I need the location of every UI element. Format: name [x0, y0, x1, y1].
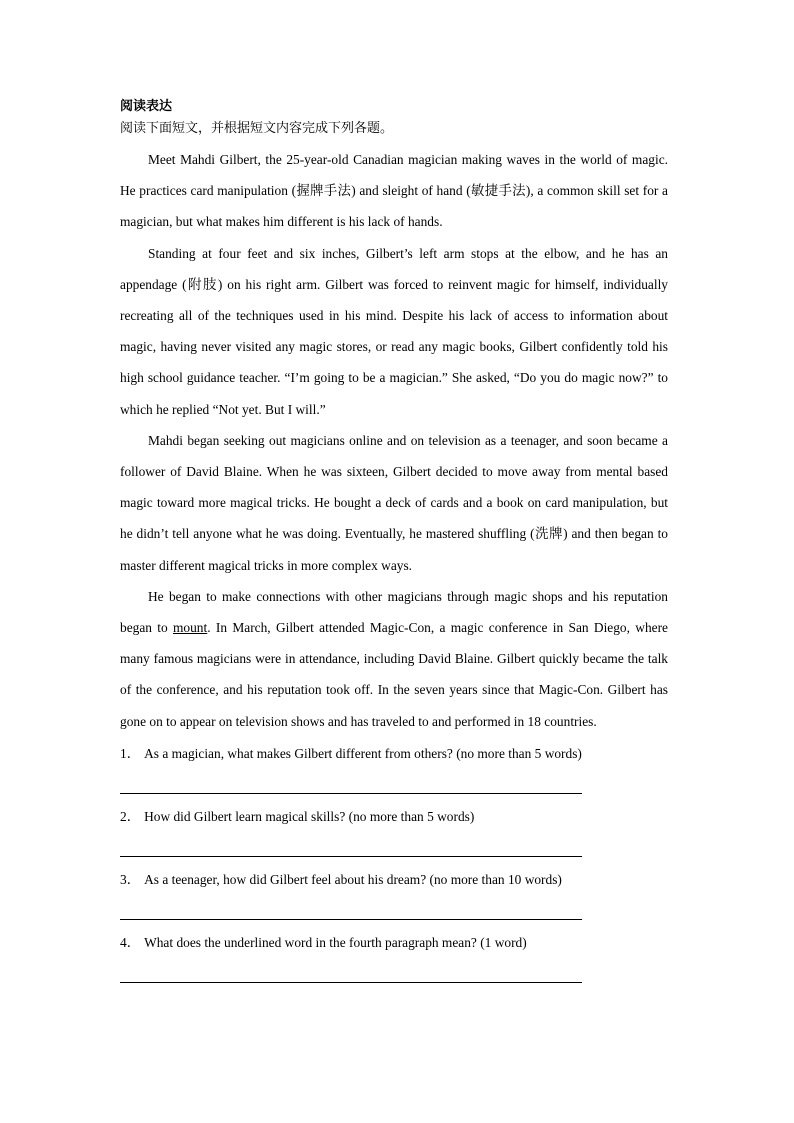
paragraph-text: Standing at four feet and six inches, Gilbert’s left arm stops at the elbow, and he has an appendage (附肢) on his right arm. Gilbert was forced to reinvent magic for himself, individually recreating all of the techniques used in his mind. Despite his lack of access to information about magic, having never visited any magic stores, or read any magic books, Gilbert confidently told his high school guidance teacher. “I’m going to be a magician.” She asked, “Do you do magic now?” to which he replied “Not yet. But I will.” — [120, 245, 668, 417]
question-text: As a teenager, how did Gilbert feel about his dream? (no more than 10 words) — [144, 871, 562, 887]
document-page — [120, 96, 668, 993]
paragraph-text: . In March, Gilbert attended Magic-Con, a magic conference in San Diego, where many famous magicians were in attendance, including David Blaine. Gilbert quickly became the talk of the conference, and his reputation took off. In the seven years since that Magic-Con. Gilbert has gone on to appear on television shows and has traveled to and performed in 18 countries. — [120, 620, 668, 729]
question-text: As a magician, what makes Gilbert different from others? (no more than 5 words) — [144, 745, 582, 761]
answer-line-2[interactable] — [120, 830, 582, 857]
paragraph-4 — [120, 581, 668, 737]
question-2 — [120, 804, 668, 830]
paragraph-text: He began to make connections with other magicians through magic shops and his reputation began to — [120, 588, 668, 636]
paragraph-1 — [120, 144, 668, 238]
underlined-word: mount — [173, 620, 208, 636]
question-3 — [120, 867, 668, 893]
answer-line-1[interactable] — [120, 767, 582, 794]
answer-line-4[interactable] — [120, 956, 582, 983]
answer-line-3[interactable] — [120, 893, 582, 920]
section-heading: 阅读表达 — [120, 99, 173, 114]
question-text: How did Gilbert learn magical skills? (no more than 5 words) — [144, 808, 475, 824]
question-text: What does the underlined word in the fourth paragraph mean? (1 word) — [144, 934, 527, 950]
instruction-text: 阅读下面短文，并根据短文内容完成下列各题。 — [120, 121, 394, 136]
question-4 — [120, 930, 668, 956]
question-number: 4． — [120, 934, 141, 950]
paragraph-3 — [120, 425, 668, 581]
paragraph-text: Mahdi began seeking out magicians online and on television as a teenager, and soon became a follower of David Blaine. When he was sixteen, Gilbert decided to move away from mental based magic toward more magical tricks. He bought a deck of cards and a book on card manipulation, but he didn’t tell anyone what he was doing. Eventually, he mastered shuffling (洗牌) and then began to master different magical tricks in more complex ways. — [120, 432, 668, 573]
question-1 — [120, 741, 668, 767]
paragraph-2 — [120, 238, 668, 425]
question-number: 3． — [120, 871, 141, 887]
question-number: 2． — [120, 808, 141, 824]
question-number: 1． — [120, 745, 141, 761]
paragraph-text: Meet Mahdi Gilbert, the 25-year-old Canadian magician making waves in the world of magic. He practices card manipulation (握牌手法) and sleight of hand (敏捷手法), a common skill set for a magician, but what makes him different is his lack of hands. — [120, 152, 668, 230]
